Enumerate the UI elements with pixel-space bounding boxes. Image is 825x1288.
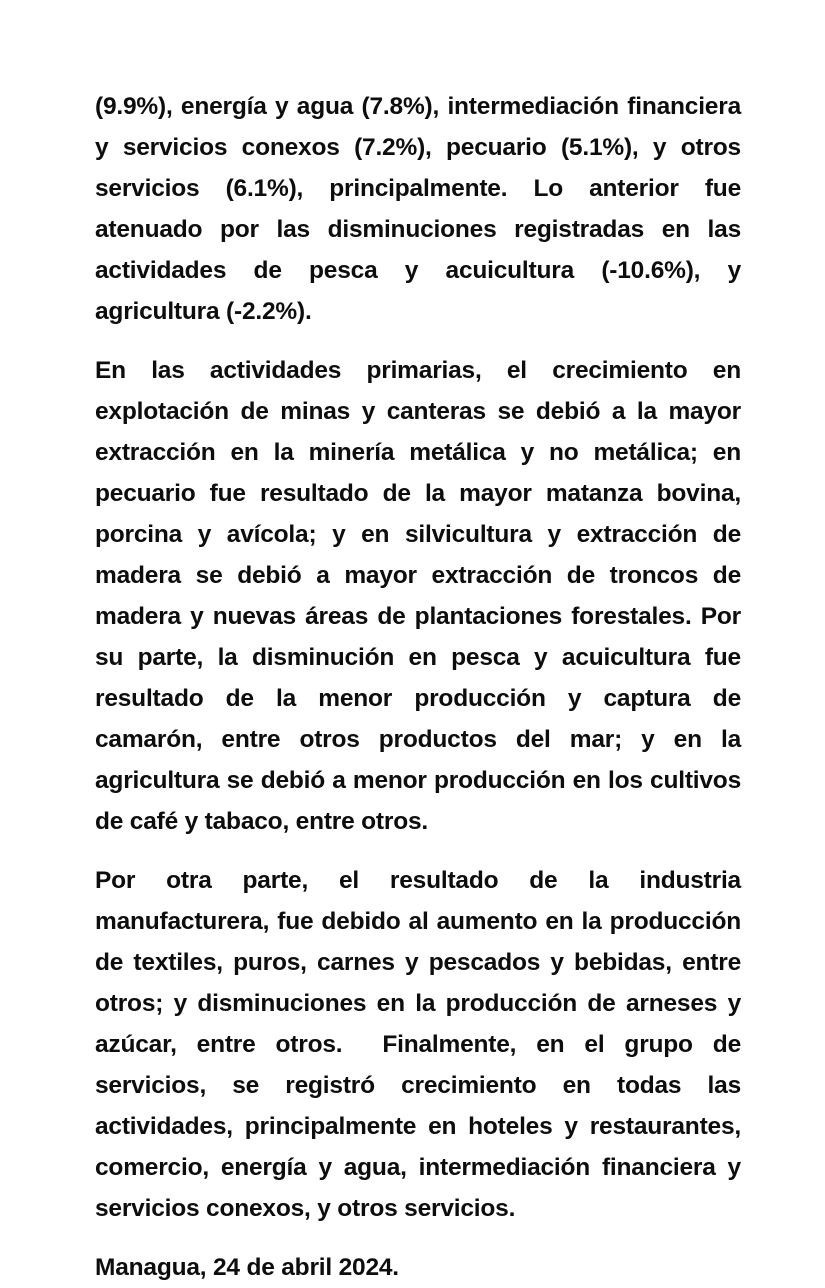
paragraph-dateline: Managua, 24 de abril 2024. [95, 1254, 399, 1281]
paragraph-primary-activities: En las actividades primarias, el crecimiento en explotación de minas y canteras se debió a la mayor extracción en la minería metálica y no metálica; en pecuario fue resultado de la mayor matanza bovina, porcina y avícola; y en silvicultura y extracción de madera se debió a mayor extracción de troncos de madera y nuevas áreas de plantaciones forestales. Por su parte, la disminución en pesca y acuicultura fue resultado de la menor producción y captura de camarón, entre otros productos del mar; y en la agricultura se debió a menor producción en los cultivos de café y tabaco, entre otros. [95, 357, 748, 835]
document-text-column [95, 86, 748, 1288]
paragraph-manufacturing-services: Por otra parte, el resultado de la industria manufacturera, fue debido al aumento en la producción de textiles, puros, carnes y pescados y bebidas, entre otros; y disminuciones en la producción de arneses y azúcar, entre otros. Finalmente, en el grupo de servicios, se registró crecimiento en todas las actividades, principalmente en hoteles y restaurantes, comercio, energía y agua, intermediación financiera y servicios conexos, y otros servicios. [95, 867, 748, 1222]
paragraph-continuation-sectors: (9.9%), energía y agua (7.8%), intermediación financiera y servicios conexos (7.2%), pecuario (5.1%), y otros servicios (6.1%), principalmente. Lo anterior fue atenuado por las disminuciones registradas en las actividades de pesca y acuicultura (-10.6%), y agricultura (-2.2%). [95, 93, 748, 325]
